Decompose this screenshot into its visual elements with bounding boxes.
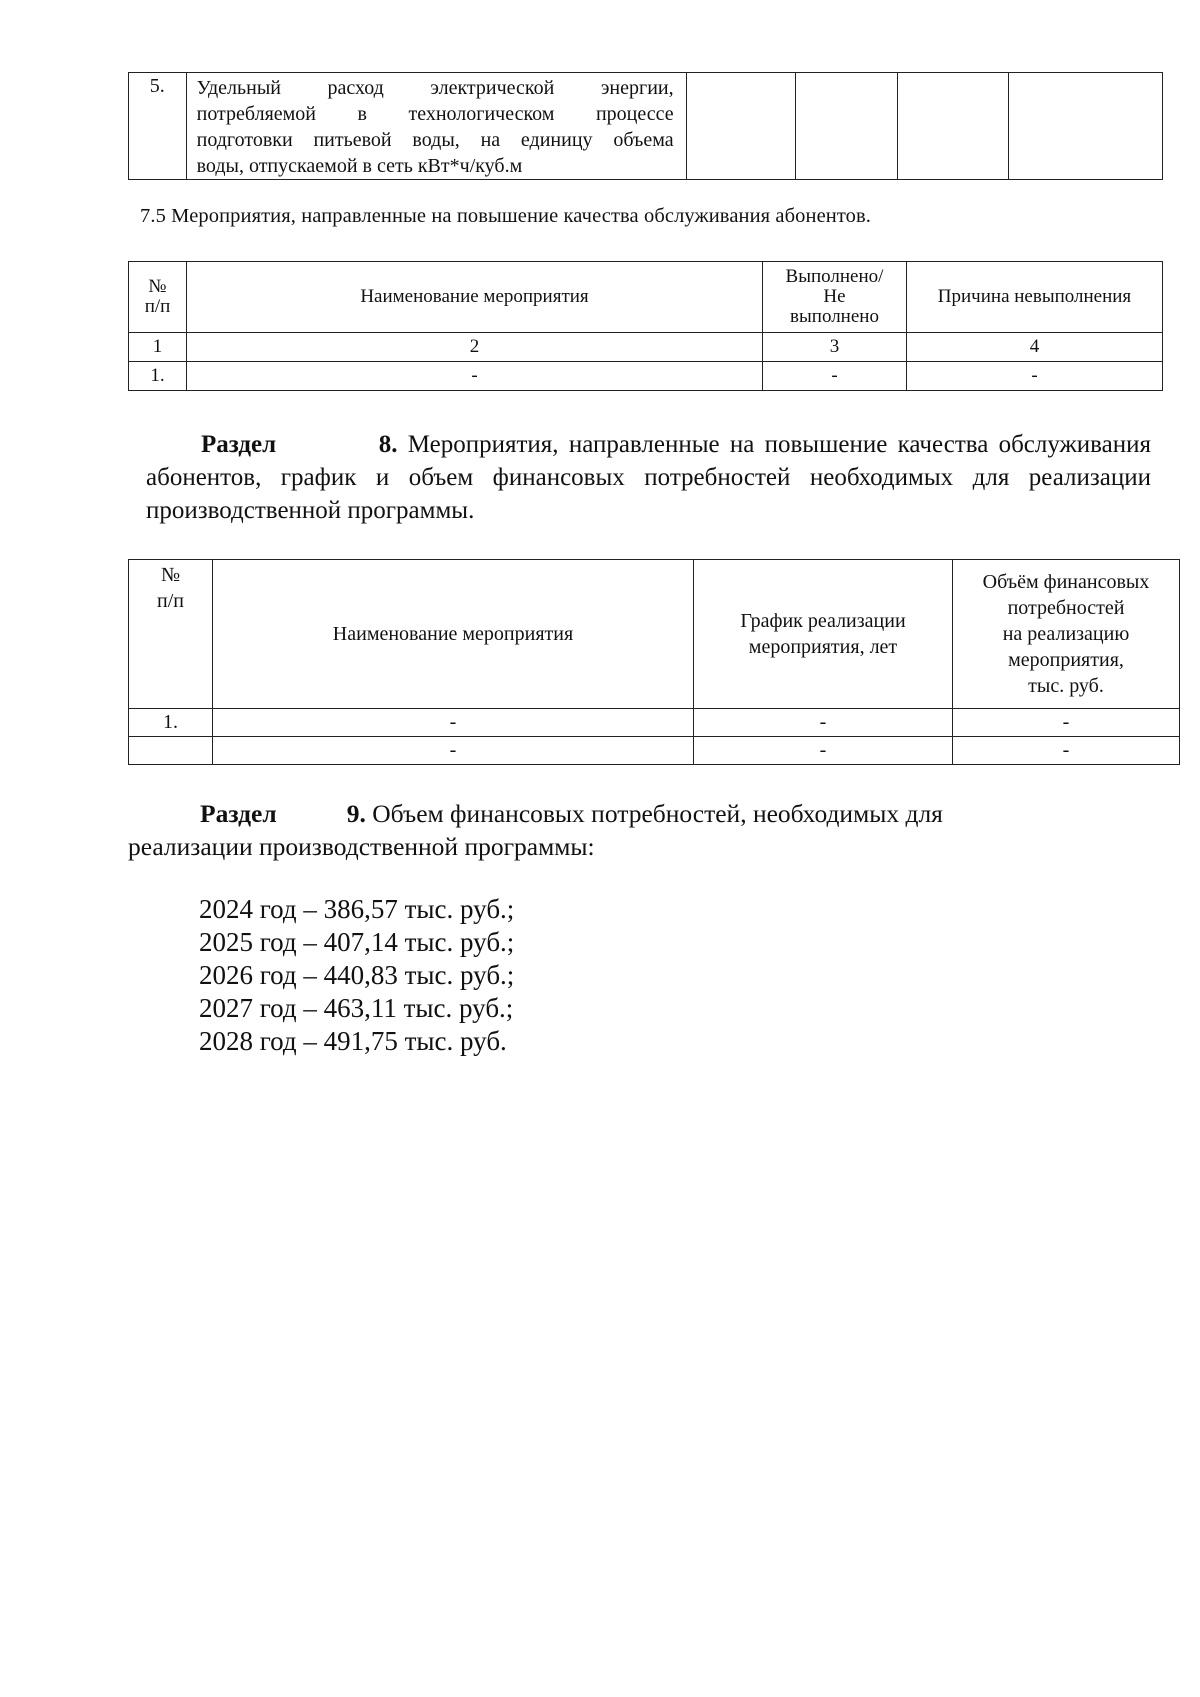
financing-by-year-list [199,893,514,1058]
list-item: 2024 год – 386,57 тыс. руб.; [199,894,515,924]
indicators-table [128,72,1163,180]
measures-financing-table [128,559,1180,765]
col-number-header: № п/п [129,560,213,709]
col-name-header: Наименование мероприятия [213,560,694,709]
list-item: 2025 год – 407,14 тыс. руб.; [199,927,515,957]
section-word: Раздел [200,799,277,828]
measure-reason: - [907,362,1163,391]
row-number: 1. [129,362,187,391]
empty-cell [897,73,1008,180]
section-9-heading: Раздел 9. Объем финансовых потребностей, необходимых для реализации производственной программы: [128,799,943,861]
indicator-name: Удельный расход электрической энергии, потребляемой в технологическом процессе подготовки питьевой воды, на единицу объема воды, отпускаемой в сеть кВт*ч/куб.м [186,73,686,180]
section-8-heading: Раздел 8. Мероприятия, направленные на повышение качества обслуживания абонентов, график и объем финансовых потребностей необходимых для реализации производственной программы. [146,431,1152,524]
table-row [129,73,1163,180]
index-cell: 2 [187,333,763,362]
row-number: 5. [129,73,187,180]
col-volume-header: Объём финансовых потребностей на реализацию мероприятия, тыс. руб. [953,560,1180,709]
row-number [129,737,213,765]
table-header-row [129,262,1163,333]
measure-schedule: - [694,737,953,765]
list-item: 2028 год – 491,75 тыс. руб. [199,1026,507,1056]
col-schedule-header: График реализации мероприятия, лет [694,560,953,709]
list-item: 2026 год – 440,83 тыс. руб.; [199,960,515,990]
col-reason-header: Причина невыполнения [907,262,1163,333]
measure-done: - [763,362,907,391]
index-cell: 3 [763,333,907,362]
table-row [129,362,1163,391]
subsection-title: 7.5 Мероприятия, направленные на повышение качества обслуживания абонентов. [140,205,871,227]
measures-status-table [128,261,1163,391]
measure-schedule: - [694,709,953,737]
col-name-header: Наименование мероприятия [187,262,763,333]
index-cell: 1 [129,333,187,362]
empty-cell [796,73,898,180]
section-number: 8. [378,431,398,458]
index-cell: 4 [907,333,1163,362]
empty-cell [686,73,795,180]
measure-name: - [213,737,694,765]
measure-name: - [187,362,763,391]
table-row [129,737,1180,765]
section-word: Раздел [201,431,277,458]
col-number-header: № п/п [129,262,187,333]
table-header-row [129,560,1180,709]
measure-volume: - [953,709,1180,737]
row-number: 1. [129,709,213,737]
list-item: 2027 год – 463,11 тыс. руб.; [199,993,514,1023]
measure-volume: - [953,737,1180,765]
empty-cell [1009,73,1163,180]
section-number: 9. [346,799,366,828]
table-row [129,709,1180,737]
col-done-header: Выполнено/ Не выполнено [763,262,907,333]
measure-name: - [213,709,694,737]
table-index-row [129,333,1163,362]
